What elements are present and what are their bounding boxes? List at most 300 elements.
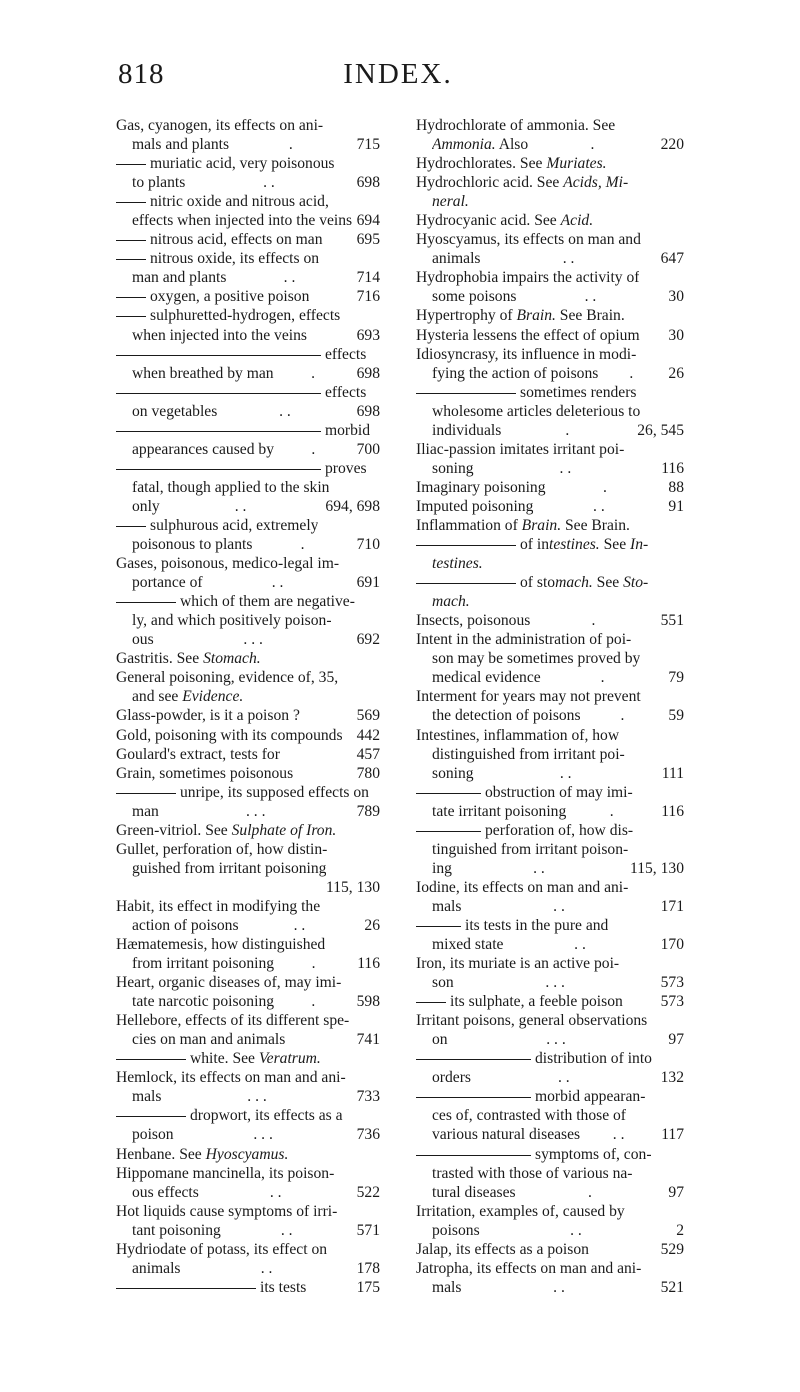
index-entry-line [416,1240,684,1259]
entry-text: poisonous to plants [132,536,253,554]
entry-text: Iron, its muriate is an active poi- [416,955,620,973]
index-entry-line: tural diseases . 97 [432,1183,684,1201]
entry-text: ing [432,859,452,877]
entry-text: Grain, sometimes poisonous [116,764,294,782]
entry-text: fying the action of poisons [432,364,599,382]
index-entry-line [116,821,380,840]
index-entry-line: mals . . 521 [432,1278,684,1296]
index-entry-line [116,878,380,897]
entry-text: animals [432,250,481,268]
entry-text: sulphurous acid, extremely [150,516,319,534]
index-entry-line: tant poisoning . . 571 [132,1221,380,1239]
index-entry-line [116,478,380,497]
index-entry-line [416,1049,684,1068]
index-entry-line [116,1240,380,1259]
ditto-rule [416,1145,531,1156]
page-reference: 116 [661,459,684,477]
index-entry-line [416,783,684,802]
page-reference: 59 [668,707,684,725]
entry-text: Hypertrophy of Brain. See Brain. [416,307,625,325]
ditto-rule [116,383,321,394]
entry-text: Gases, poisonous, medico-legal im- [116,555,340,573]
entry-text: wholesome articles deleterious to [432,402,641,420]
index-entry-line: from irritant poisoning . 116 [132,955,380,973]
entry-text: distribution of into [535,1050,652,1068]
entry-text: mals and plants [132,136,230,154]
page-reference: 115, 130 [630,859,684,877]
entry-text: Irritant poisons, general observations [416,1012,648,1030]
entry-text: Hydriodate of potass, its effect on [116,1240,328,1258]
index-entry-line [416,1011,684,1030]
index-entry-line [116,554,380,573]
entry-text: Irritation, examples of, caused by [416,1202,625,1220]
page-reference: 117 [661,1126,684,1144]
index-entry-line [116,649,380,668]
entry-text: Gullet, perforation of, how distin- [116,840,328,858]
page-reference: 170 [660,936,684,954]
ditto-rule [116,154,146,165]
entry-text: only [132,497,160,515]
index-entry-line [116,459,380,478]
ditto-rule [116,306,146,317]
entry-text: soning [432,764,474,782]
entry-text: unripe, its supposed effects on [180,783,369,801]
page-header [118,58,678,98]
entry-text: mals [432,897,462,915]
page-number: 818 [118,58,165,90]
index-entry-line: fying the action of poisons . 26 [432,364,684,382]
entry-text: mixed state [432,936,504,954]
index-entry-line [116,1030,380,1049]
index-entry-line: mals . . 171 [432,897,684,915]
entry-text: of intestines. See In- [520,536,649,554]
index-entry-line [416,154,684,173]
page-reference: 741 [356,1031,380,1049]
entry-text: tinguished from irritant poison- [432,840,629,858]
entry-text: action of poisons [132,916,239,934]
page-reference: 598 [356,993,380,1011]
entry-text: Imaginary poisoning [416,478,546,496]
page-reference: 698 [356,402,380,420]
entry-text: Hydrochlorates. See Muriates. [416,155,607,173]
index-entry-line [116,668,380,687]
entry-text: Hyoscyamus, its effects on man and [416,231,641,249]
entry-text: various natural diseases [432,1126,581,1144]
entry-text: its tests [260,1278,307,1296]
index-entry-line [116,973,380,992]
page-reference: 714 [356,269,380,287]
entry-text: its tests in the pure and [465,916,609,934]
page-reference: 26 [364,916,380,934]
entry-text: ous [132,631,154,649]
page-reference: 220 [660,136,684,154]
entry-text: muriatic acid, very poisonous [150,155,335,173]
index-entry-line [116,897,380,916]
entry-text: sulphuretted-hydrogen, effects [150,307,341,325]
page-reference: 733 [356,1088,380,1106]
index-entry-line [116,249,380,268]
entry-text: Hæmatemesis, how distinguished [116,936,326,954]
index-entry-line [116,783,380,802]
index-entry-line [416,878,684,897]
index-entry-line [116,1164,380,1183]
entry-text: Hemlock, its effects on man and ani- [116,1069,346,1087]
entry-text: dropwort, its effects as a [190,1107,343,1125]
ditto-rule [116,1049,186,1060]
page-reference: 111 [661,764,684,782]
entry-text: effects [325,383,367,401]
entry-text: when breathed by man [132,364,274,382]
index-entry-line: some poisons . . 30 [432,288,684,306]
index-entry-line: soning . . 111 [432,764,684,782]
index-entry-line: appearances caused by . 700 [132,440,380,458]
entry-text: when injected into the veins [132,326,307,344]
ditto-rule [116,516,146,527]
index-entry-line: poison . . . 736 [132,1126,380,1144]
page-reference: 115, 130 [326,878,380,896]
entry-text: Inflammation of Brain. See Brain. [416,516,630,534]
index-entry-line: when breathed by man . 698 [132,364,380,382]
page-reference: 691 [356,574,380,592]
page-reference: 178 [356,1259,380,1277]
page-reference: 457 [356,745,380,763]
page-reference: 700 [356,440,380,458]
index-entry-line [416,1202,684,1221]
index-entry-line: only . . 694, 698 [132,497,380,515]
index-entry-line [416,687,684,706]
index-entry-line [116,230,380,249]
index-entry-line [116,840,380,859]
index-entry-line [416,383,684,402]
index-entry-line: mals . . . 733 [132,1088,380,1106]
page-reference: 2 [676,1221,684,1239]
entry-text: some poisons [432,288,517,306]
index-entry-line [116,1145,380,1164]
page-reference: 26 [668,364,684,382]
entry-text: son [432,974,454,992]
index-entry-line [116,116,380,135]
index-entry-line: animals . . 178 [132,1259,380,1277]
index-entry-line [116,192,380,211]
entry-text: Intestines, inflammation of, how [416,726,620,744]
index-entry-line [116,287,380,306]
index-entry-line: man . . . 789 [132,802,380,820]
entry-text: man and plants [132,269,227,287]
index-entry-line: to plants . . 698 [132,174,380,192]
entry-text: Hysteria lessens the effect of opium [416,326,640,344]
index-entry-line: mixed state . . 170 [432,936,684,954]
entry-text: Imputed poisoning [416,497,534,515]
index-entry-line: on . . . 97 [432,1031,684,1049]
entry-text: poison [132,1126,174,1144]
index-entry-line: ous effects . . 522 [132,1183,380,1201]
entry-text: ces of, contrasted with those of [432,1107,627,1125]
ditto-rule [416,1087,531,1098]
entry-text: Henbane. See Hyoscyamus. [116,1145,289,1163]
ditto-rule [416,535,516,546]
index-column-left [116,116,380,1297]
index-entry-line [416,573,684,592]
index-entry-line: the detection of poisons . 59 [432,707,684,725]
page-reference: 97 [668,1031,684,1049]
ditto-rule [116,192,146,203]
index-entry-line: soning . . 116 [432,459,684,477]
index-entry-line [116,859,380,878]
index-entry-line: Imputed poisoning . . 91 [416,497,684,515]
entry-text: white. See Veratrum. [190,1050,321,1068]
page-reference: 116 [661,802,684,820]
index-entry-line [116,1068,380,1087]
page-reference: 116 [357,955,380,973]
index-entry-line [116,935,380,954]
page-reference: 91 [668,497,684,515]
index-entry-line [416,230,684,249]
page-reference: 573 [660,993,684,1011]
index-entry-line: poisonous to plants . 710 [132,536,380,554]
entry-text: animals [132,1259,181,1277]
page-reference: 442 [356,726,380,744]
page-reference: 551 [660,612,684,630]
index-entry-line: ing . . 115, 130 [432,859,684,877]
ditto-rule [116,345,321,356]
entry-text: trasted with those of various na- [432,1164,633,1182]
index-entry-line: animals . . 647 [432,250,684,268]
page-reference: 698 [356,364,380,382]
index-entry-line [416,402,684,421]
entry-text: sometimes renders [520,383,637,401]
index-entry-line [416,211,684,230]
index-entry-line [416,1145,684,1164]
entry-text: Hippomane mancinella, its poison- [116,1164,335,1182]
entry-text: morbid [325,421,371,439]
page-reference: 97 [668,1183,684,1201]
entry-text: mals [132,1088,162,1106]
page-reference: 88 [668,478,684,496]
index-entry-line [116,611,380,630]
ditto-rule [416,383,516,394]
entry-text: neral. [432,193,469,211]
running-head: INDEX. [343,58,453,90]
index-entry-line [416,840,684,859]
page-reference: 571 [356,1221,380,1239]
entry-text: man [132,802,159,820]
index-entry-line: Insects, poisonous . 551 [416,612,684,630]
index-entry-line [116,154,380,173]
page-reference: 79 [668,669,684,687]
index-entry-line [416,1259,684,1278]
page-reference: 710 [356,536,380,554]
page-reference: 30 [668,288,684,306]
index-entry-line [416,326,684,345]
entry-text: appearances caused by [132,440,274,458]
entry-text: tate irritant poisoning [432,802,567,820]
ditto-rule [116,783,176,794]
entry-text: Heart, organic diseases of, may imi- [116,974,342,992]
index-entry-line: ous . . . 692 [132,631,380,649]
entry-text: Hydrocyanic acid. See Acid. [416,212,594,230]
entry-text: mals [432,1278,462,1296]
entry-text: on [432,1031,448,1049]
page-reference: 521 [660,1278,684,1296]
index-entry-line: man and plants . . 714 [132,269,380,287]
entry-text: Interment for years may not prevent [416,688,641,706]
index-entry-line [116,516,380,535]
page-reference: 698 [356,174,380,192]
entry-text: on vegetables [132,402,218,420]
entry-text: of stomach. See Sto- [520,574,649,592]
index-entry-line [416,116,684,135]
entry-text: effects when injected into the veins [132,212,353,230]
index-entry-line: mals and plants . 715 [132,136,380,154]
page-reference: 132 [660,1069,684,1087]
index-entry-line [116,211,380,230]
index-entry-line [416,1087,684,1106]
entry-text: ly, and which positively poison- [132,612,332,630]
entry-text: Hydrochloric acid. See Acids, Mi- [416,174,629,192]
ditto-rule [116,287,146,298]
entry-text: obstruction of may imi- [485,783,633,801]
index-entry-line [416,630,684,649]
ditto-rule [416,821,481,832]
entry-text: the detection of poisons [432,707,581,725]
entry-text: morbid appearan- [535,1088,646,1106]
entry-text: testines. [432,555,483,573]
entry-text: medical evidence [432,669,541,687]
entry-text: effects [325,345,367,363]
entry-text: portance of [132,574,203,592]
index-entry-line: various natural diseases . . 117 [432,1126,684,1144]
page-reference: 692 [356,631,380,649]
ditto-rule [416,1049,531,1060]
index-entry-line [116,1202,380,1221]
page-reference: 175 [356,1278,380,1296]
index-entry-line: poisons . . 2 [432,1221,684,1239]
index-entry-line [116,306,380,325]
entry-text: Jatropha, its effects on man and ani- [416,1259,642,1277]
index-entry-line [116,726,380,745]
entry-text: proves [325,459,367,477]
entry-text: Ammonia. Also [432,136,529,154]
entry-text: cies on man and animals [132,1031,286,1049]
entry-text: oxygen, a positive poison [150,288,310,306]
entry-text: orders [432,1069,471,1087]
page-reference: 694, 698 [325,497,380,515]
entry-text: nitrous acid, effects on man [150,231,323,249]
entry-text: tant poisoning [132,1221,221,1239]
entry-text: Hydrophobia impairs the activity of [416,269,640,287]
ditto-rule [116,1278,256,1289]
ditto-rule [416,992,446,1003]
entry-text: soning [432,459,474,477]
entry-text: Green-vitriol. See Sulphate of Iron. [116,821,337,839]
index-entry-line [116,764,380,783]
index-entry-line: Imaginary poisoning . 88 [416,478,684,496]
index-entry-line [116,383,380,402]
index-entry-line [416,954,684,973]
entry-text: tural diseases [432,1183,516,1201]
entry-text: mach. [432,593,470,611]
ditto-rule [116,592,176,603]
page-reference: 647 [660,250,684,268]
ditto-rule [116,421,321,432]
index-entry-line [416,726,684,745]
page-reference: 780 [356,764,380,782]
index-entry-line [116,1011,380,1030]
index-entry-line [416,268,684,287]
entry-text: distinguished from irritant poi- [432,745,625,763]
entry-text: from irritant poisoning [132,955,275,973]
index-entry-line [116,592,380,611]
index-entry-line [116,326,380,345]
index-entry-line [416,192,684,211]
index-entry-line [416,173,684,192]
index-entry-line [416,554,684,573]
page-reference: 789 [356,802,380,820]
index-entry-line [116,345,380,364]
entry-text: son may be sometimes proved by [432,650,641,668]
index-entry-line [416,306,684,325]
entry-text: Glass-powder, is it a poison ? [116,707,300,725]
entry-text: Hellebore, effects of its different spe- [116,1012,350,1030]
ditto-rule [116,459,321,470]
index-entry-line [416,1164,684,1183]
index-entry-line [116,745,380,764]
entry-text: Idiosyncrasy, its influence in modi- [416,345,637,363]
entry-text: ous effects [132,1183,199,1201]
index-entry-line [116,1106,380,1125]
ditto-rule [416,916,461,927]
entry-text: Gastritis. See Stomach. [116,650,261,668]
ditto-rule [116,1106,186,1117]
index-entry-line [416,1106,684,1125]
entry-text: Jalap, its effects as a poison [416,1240,589,1258]
index-entry-line [416,916,684,935]
index-entry-line: portance of . . 691 [132,574,380,592]
ditto-rule [116,230,146,241]
page-reference: 715 [356,136,380,154]
index-entry-line: medical evidence . 79 [432,669,684,687]
index-entry-line [416,649,684,668]
index-entry-line: individuals . 26, 545 [432,421,684,439]
index-entry-line: on vegetables . . 698 [132,402,380,420]
index-entry-line [116,1049,380,1068]
page-reference: 736 [356,1126,380,1144]
entry-text: Iliac-passion imitates irritant poi- [416,440,625,458]
entry-text: Gold, poisoning with its compounds [116,726,343,744]
page-reference: 716 [356,288,380,306]
index-entry-line [416,992,684,1011]
index-entry-line: action of poisons . . 26 [132,916,380,934]
index-entry-line [416,440,684,459]
entry-text: Hydrochlorate of ammonia. See [416,117,616,134]
entry-text: Intent in the administration of poi- [416,631,632,649]
page-reference: 694 [356,212,380,230]
entry-text: Goulard's extract, tests for [116,745,280,763]
index-entry-line: Ammonia. Also . 220 [432,136,684,154]
page-reference: 573 [660,974,684,992]
index-entry-line [116,1278,380,1297]
entry-text: guished from irritant poisoning [132,859,327,877]
entry-text: Habit, its effect in modifying the [116,897,321,915]
index-entry-line [116,421,380,440]
entry-text: tate narcotic poisoning [132,993,275,1011]
entry-text: and see Evidence. [132,688,244,706]
entry-text: its sulphate, a feeble poison [450,993,623,1011]
ditto-rule [416,573,516,584]
entry-text: Insects, poisonous [416,612,531,630]
entry-text: General poisoning, evidence of, 35, [116,669,339,687]
ditto-rule [416,783,481,794]
